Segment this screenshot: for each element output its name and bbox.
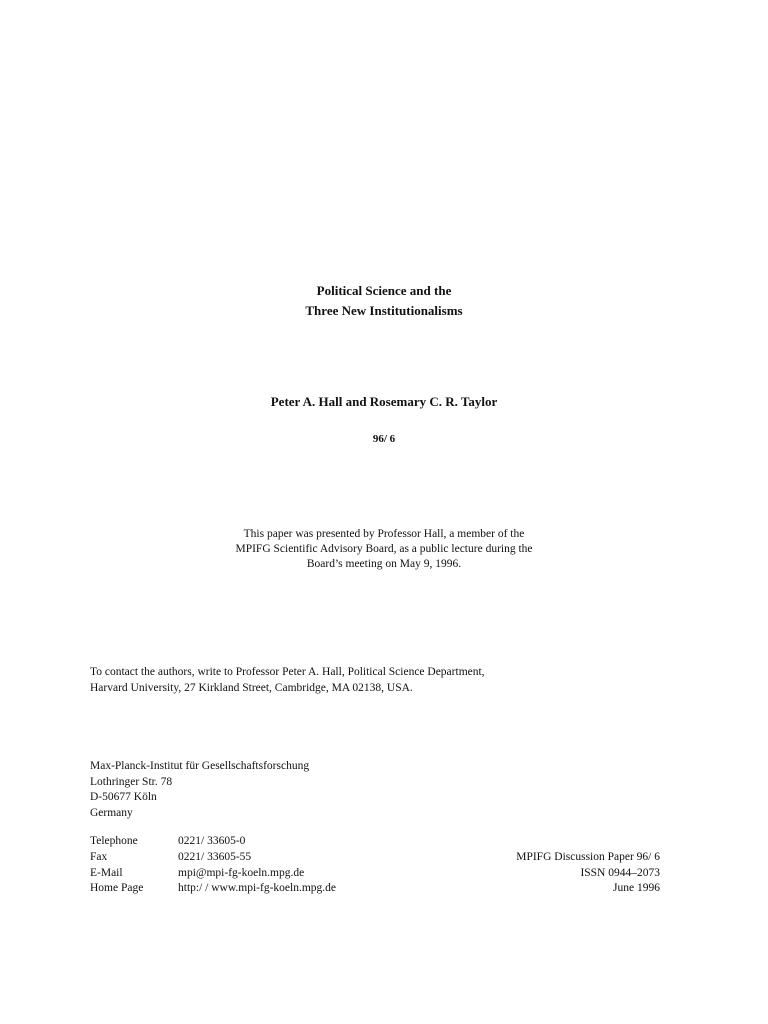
issn-label: ISSN 0944–2073	[580, 867, 660, 879]
info-label: Fax	[90, 851, 108, 863]
info-value: 0221/ 33605-55	[178, 851, 252, 863]
institute-street: Lothringer Str. 78	[90, 776, 173, 788]
publication-date: June 1996	[613, 882, 660, 894]
info-label: Telephone	[90, 835, 138, 847]
institute-name: Max-Planck-Institut für Gesellschaftsforschung	[90, 760, 310, 772]
contact-authors-line-2: Harvard University, 27 Kirkland Street, Cambridge, MA 02138, USA.	[90, 682, 413, 694]
homepage-link[interactable]: http:/ / www.mpi-fg-koeln.mpg.de	[178, 882, 336, 894]
discussion-paper-label: MPIFG Discussion Paper 96/ 6	[516, 851, 660, 863]
paper-authors: Peter A. Hall and Rosemary C. R. Taylor	[270, 394, 498, 409]
info-label: Home Page	[90, 882, 144, 894]
contact-authors-line-1: To contact the authors, write to Professor Peter A. Hall, Political Science Department,	[90, 666, 485, 678]
info-label: E-Mail	[90, 867, 123, 879]
institute-city: D-50677 Köln	[90, 791, 157, 803]
info-row-homepage	[90, 881, 660, 897]
presentation-note-line-3: Board’s meeting on May 9, 1996.	[306, 558, 462, 570]
paper-title-line-1: Political Science and the	[316, 283, 452, 298]
presentation-note-line-1: This paper was presented by Professor Hall, a member of the	[243, 528, 525, 540]
info-value: 0221/ 33605-0	[178, 835, 246, 847]
institute-country: Germany	[90, 807, 133, 819]
info-row-email	[90, 866, 660, 882]
paper-title-line-2: Three New Institutionalisms	[305, 303, 463, 318]
info-row-fax	[90, 850, 660, 866]
email-link[interactable]: mpi@mpi-fg-koeln.mpg.de	[178, 867, 305, 879]
presentation-note-line-2: MPIFG Scientific Advisory Board, as a public lecture during the	[235, 543, 533, 555]
paper-number: 96/ 6	[372, 433, 396, 445]
info-row-telephone	[90, 834, 660, 850]
